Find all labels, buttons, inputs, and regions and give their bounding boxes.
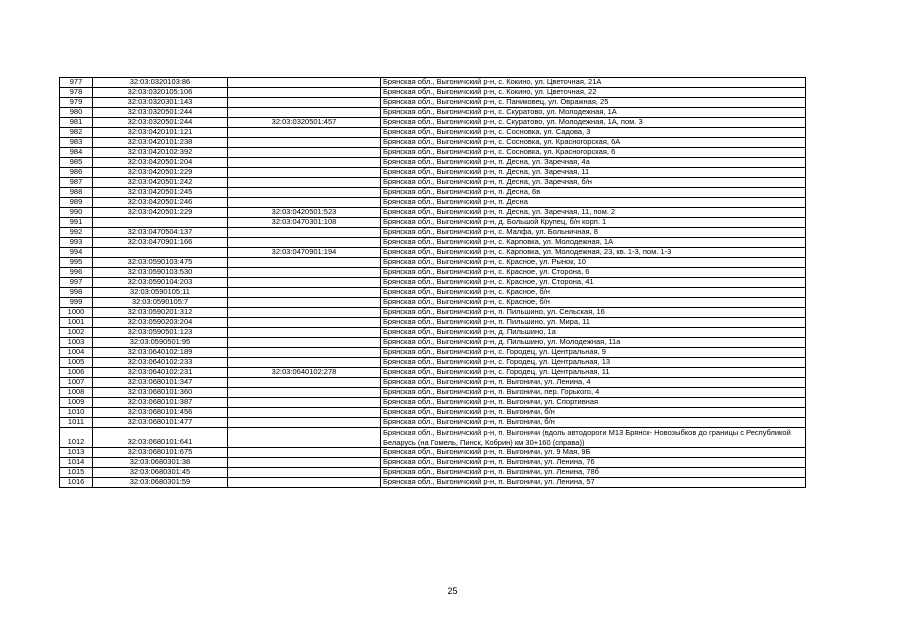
table-row [60, 168, 806, 178]
premises-cadastral-number-cell: 32:03:0640102:278 [228, 368, 381, 378]
cadastral-number-cell: 32:03:0640102:231 [93, 368, 228, 378]
cadastral-number-cell: 32:03:0680101:360 [93, 388, 228, 398]
row-number-cell: 979 [60, 98, 93, 108]
cadastral-number-cell: 32:03:0680301:59 [93, 478, 228, 488]
row-number-cell: 983 [60, 138, 93, 148]
row-number-cell: 1015 [60, 468, 93, 478]
row-number-cell: 1005 [60, 358, 93, 368]
table-row [60, 268, 806, 278]
row-number-cell: 978 [60, 88, 93, 98]
row-number-cell: 989 [60, 198, 93, 208]
premises-cadastral-number-cell [228, 98, 381, 108]
premises-cadastral-number-cell [228, 428, 381, 448]
cadastral-number-cell: 32:03:0590103:530 [93, 268, 228, 278]
cadastral-number-cell: 32:03:0320105:106 [93, 88, 228, 98]
address-cell: Брянская обл., Выгоничский р-н, с. Паниковец, ул. Овражная, 25 [381, 98, 806, 108]
premises-cadastral-number-cell [228, 378, 381, 388]
row-number-cell: 1007 [60, 378, 93, 388]
address-cell: Брянская обл., Выгоничский р-н, п. Выгоничи, ул. Спортивная [381, 398, 806, 408]
row-number-cell: 1003 [60, 338, 93, 348]
premises-cadastral-number-cell [228, 278, 381, 288]
premises-cadastral-number-cell [228, 478, 381, 488]
table-row [60, 328, 806, 338]
table-row [60, 298, 806, 308]
cadastral-number-cell: 32:03:0420501:246 [93, 198, 228, 208]
row-number-cell: 996 [60, 268, 93, 278]
row-number-cell: 998 [60, 288, 93, 298]
premises-cadastral-number-cell [228, 258, 381, 268]
address-cell: Брянская обл., Выгоничский р-н, п. Выгоничи, ул. Ленина, 76 [381, 458, 806, 468]
cadastral-number-cell: 32:03:0680101:347 [93, 378, 228, 388]
cadastral-number-cell: 32:03:0680301:45 [93, 468, 228, 478]
cadastral-number-cell: 32:03:0420501:242 [93, 178, 228, 188]
cadastral-number-cell: 32:03:0420501:229 [93, 208, 228, 218]
table-row [60, 198, 806, 208]
address-cell: Брянская обл., Выгоничский р-н, п. Выгоничи, ул. Ленина, 57 [381, 478, 806, 488]
address-cell: Брянская обл., Выгоничский р-н, с. Сосновка, ул. Красногорская, 6А [381, 138, 806, 148]
address-cell: Брянская обл., Выгоничский р-н, с. Скуратово, ул. Молодежная, 1А, пом. 3 [381, 118, 806, 128]
address-cell: Брянская обл., Выгоничский р-н, п. Десна [381, 198, 806, 208]
premises-cadastral-number-cell [228, 78, 381, 88]
cadastral-number-cell: 32:03:0590203:204 [93, 318, 228, 328]
premises-cadastral-number-cell [228, 458, 381, 468]
premises-cadastral-number-cell [228, 178, 381, 188]
table-row [60, 118, 806, 128]
premises-cadastral-number-cell: 32:03:0470901:194 [228, 248, 381, 258]
cadastral-number-cell [93, 218, 228, 228]
premises-cadastral-number-cell [228, 388, 381, 398]
cadastral-number-cell: 32:03:0420501:204 [93, 158, 228, 168]
table-row [60, 428, 806, 448]
table-row [60, 188, 806, 198]
row-number-cell: 992 [60, 228, 93, 238]
address-cell: Брянская обл., Выгоничский р-н, п. Десна, ул. Заречная, б/н [381, 178, 806, 188]
table-row [60, 288, 806, 298]
address-cell: Брянская обл., Выгоничский р-н, п. Пильшино, ул. Мира, 11 [381, 318, 806, 328]
table-row [60, 258, 806, 268]
address-cell: Брянская обл., Выгоничский р-н, с. Красное, ул. Сторона, 41 [381, 278, 806, 288]
premises-cadastral-number-cell [228, 238, 381, 248]
address-cell: Брянская обл., Выгоничский р-н, с. Карповка, ул. Молодежная, 1А [381, 238, 806, 248]
table-row [60, 358, 806, 368]
row-number-cell: 995 [60, 258, 93, 268]
address-cell: Брянская обл., Выгоничский р-н, с. Кокино, ул. Цветочная, 21А [381, 78, 806, 88]
premises-cadastral-number-cell: 32:03:0320501:457 [228, 118, 381, 128]
cadastral-number-cell: 32:03:0680101:456 [93, 408, 228, 418]
premises-cadastral-number-cell [228, 308, 381, 318]
premises-cadastral-number-cell [228, 468, 381, 478]
table-row [60, 448, 806, 458]
row-number-cell: 997 [60, 278, 93, 288]
cadastral-number-cell: 32:03:0680101:477 [93, 418, 228, 428]
address-cell: Брянская обл., Выгоничский р-н, п. Выгоничи, ул. 9 Мая, 9Б [381, 448, 806, 458]
table-row [60, 278, 806, 288]
premises-cadastral-number-cell [228, 88, 381, 98]
address-cell: Брянская обл., Выгоничский р-н, п. Десна, 6в [381, 188, 806, 198]
row-number-cell: 977 [60, 78, 93, 88]
cadastral-number-cell: 32:03:0590104:203 [93, 278, 228, 288]
row-number-cell: 999 [60, 298, 93, 308]
table-row [60, 318, 806, 328]
row-number-cell: 980 [60, 108, 93, 118]
table-row [60, 398, 806, 408]
premises-cadastral-number-cell [228, 198, 381, 208]
cadastral-number-cell: 32:03:0680101:675 [93, 448, 228, 458]
cadastral-number-cell: 32:03:0470504:137 [93, 228, 228, 238]
row-number-cell: 988 [60, 188, 93, 198]
table-row [60, 408, 806, 418]
cadastral-number-cell: 32:03:0680301:38 [93, 458, 228, 468]
cadastral-number-cell: 32:03:0420101:121 [93, 128, 228, 138]
address-cell: Брянская обл., Выгоничский р-н, п. Десна, ул. Заречная, 11 [381, 168, 806, 178]
address-cell: Брянская обл., Выгоничский р-н, с. Кокино, ул. Цветочная, 22 [381, 88, 806, 98]
premises-cadastral-number-cell [228, 348, 381, 358]
cadastral-number-cell: 32:03:0470901:166 [93, 238, 228, 248]
premises-cadastral-number-cell [228, 338, 381, 348]
row-number-cell: 1002 [60, 328, 93, 338]
cadastral-number-cell: 32:03:0680101:641 [93, 428, 228, 448]
cadastral-number-cell: 32:03:0420501:229 [93, 168, 228, 178]
premises-cadastral-number-cell [228, 298, 381, 308]
cadastral-number-cell: 32:03:0640102:189 [93, 348, 228, 358]
address-cell: Брянская обл., Выгоничский р-н, п. Выгоничи, б/н [381, 418, 806, 428]
cadastral-number-cell: 32:03:0590201:312 [93, 308, 228, 318]
row-number-cell: 1004 [60, 348, 93, 358]
row-number-cell: 1014 [60, 458, 93, 468]
row-number-cell: 982 [60, 128, 93, 138]
table-row [60, 138, 806, 148]
address-cell: Брянская обл., Выгоничский р-н, п. Пильшино, ул. Сельская, 16 [381, 308, 806, 318]
table-row [60, 88, 806, 98]
cadastral-number-cell: 32:03:0420501:245 [93, 188, 228, 198]
table-row [60, 468, 806, 478]
cadastral-number-cell: 32:03:0590105:11 [93, 288, 228, 298]
cadastral-number-cell [93, 248, 228, 258]
table-row [60, 208, 806, 218]
cadastral-number-cell: 32:03:0320103:86 [93, 78, 228, 88]
address-cell: Брянская обл., Выгоничский р-н, п. Выгоничи, б/н [381, 408, 806, 418]
table-row [60, 418, 806, 428]
address-cell: Брянская обл., Выгоничский р-н, п. Выгоничи, ул. Ленина, 78б [381, 468, 806, 478]
address-cell: Брянская обл., Выгоничский р-н, п. Десна, ул. Заречная, 11, пом. 2 [381, 208, 806, 218]
cadastral-number-cell: 32:03:0320501:244 [93, 108, 228, 118]
premises-cadastral-number-cell [228, 288, 381, 298]
address-cell: Брянская обл., Выгоничский р-н, с. Сосновка, ул. Садова, 3 [381, 128, 806, 138]
premises-cadastral-number-cell [228, 108, 381, 118]
premises-cadastral-number-cell [228, 148, 381, 158]
cadastral-number-cell: 32:03:0320301:143 [93, 98, 228, 108]
table-row [60, 378, 806, 388]
row-number-cell: 1000 [60, 308, 93, 318]
table-row [60, 98, 806, 108]
premises-cadastral-number-cell [228, 358, 381, 368]
premises-cadastral-number-cell [228, 138, 381, 148]
table-row [60, 248, 806, 258]
row-number-cell: 1011 [60, 418, 93, 428]
address-cell: Брянская обл., Выгоничский р-н, п. Выгоничи (вдоль автодороги М13 Брянск- Новозыбков до границы с Республикой Беларусь (на Гомель, Пинск, Кобрин) км 30+160 (справа)) [381, 428, 806, 448]
row-number-cell: 1001 [60, 318, 93, 328]
address-cell: Брянская обл., Выгоничский р-н, с. Малфа, ул. Больничная, 8 [381, 228, 806, 238]
table-row [60, 338, 806, 348]
row-number-cell: 981 [60, 118, 93, 128]
row-number-cell: 1013 [60, 448, 93, 458]
address-cell: Брянская обл., Выгоничский р-н, с. Сосновка, ул. Красногорская, 6 [381, 148, 806, 158]
table-row [60, 108, 806, 118]
address-cell: Брянская обл., Выгоничский р-н, с. Городец, ул. Центральная, 11 [381, 368, 806, 378]
address-cell: Брянская обл., Выгоничский р-н, с. Красное, б/н [381, 288, 806, 298]
address-cell: Брянская обл., Выгоничский р-н, п. Десна, ул. Заречная, 4а [381, 158, 806, 168]
address-cell: Брянская обл., Выгоничский р-н, д. Пильшино, 1а [381, 328, 806, 338]
cadastral-number-cell: 32:03:0590501:123 [93, 328, 228, 338]
table-row [60, 158, 806, 168]
table-row [60, 228, 806, 238]
address-cell: Брянская обл., Выгоничский р-н, п. Выгоничи, ул. Ленина, 4 [381, 378, 806, 388]
registry-body [60, 78, 806, 488]
address-cell: Брянская обл., Выгоничский р-н, с. Красное, ул. Сторона, 6 [381, 268, 806, 278]
cadastral-number-cell: 32:03:0420101:238 [93, 138, 228, 148]
row-number-cell: 1010 [60, 408, 93, 418]
premises-cadastral-number-cell [228, 448, 381, 458]
address-cell: Брянская обл., Выгоничский р-н, с. Карповка, ул. Молодежная, 23, кв. 1-3, пом. 1-3 [381, 248, 806, 258]
address-cell: Брянская обл., Выгоничский р-н, д. Большой Крупец, б/н корп. 1 [381, 218, 806, 228]
premises-cadastral-number-cell [228, 328, 381, 338]
row-number-cell: 991 [60, 218, 93, 228]
row-number-cell: 994 [60, 248, 93, 258]
row-number-cell: 987 [60, 178, 93, 188]
address-cell: Брянская обл., Выгоничский р-н, с. Красное, ул. Рынок, 10 [381, 258, 806, 268]
cadastral-number-cell: 32:03:0590105:7 [93, 298, 228, 308]
row-number-cell: 986 [60, 168, 93, 178]
table-row [60, 78, 806, 88]
premises-cadastral-number-cell: 32:03:0470301:108 [228, 218, 381, 228]
address-cell: Брянская обл., Выгоничский р-н, с. Городец, ул. Центральная, 9 [381, 348, 806, 358]
premises-cadastral-number-cell [228, 158, 381, 168]
row-number-cell: 1006 [60, 368, 93, 378]
table-row [60, 308, 806, 318]
address-cell: Брянская обл., Выгоничский р-н, с. Красное, б/н [381, 298, 806, 308]
premises-cadastral-number-cell [228, 168, 381, 178]
table-row [60, 148, 806, 158]
row-number-cell: 985 [60, 158, 93, 168]
premises-cadastral-number-cell [228, 398, 381, 408]
premises-cadastral-number-cell [228, 318, 381, 328]
address-cell: Брянская обл., Выгоничский р-н, с. Скуратово, ул. Молодежная, 1А [381, 108, 806, 118]
premises-cadastral-number-cell [228, 228, 381, 238]
address-cell: Брянская обл., Выгоничский р-н, п. Выгоничи, пер. Горького, 4 [381, 388, 806, 398]
premises-cadastral-number-cell [228, 418, 381, 428]
table-row [60, 348, 806, 358]
premises-cadastral-number-cell [228, 188, 381, 198]
cadastral-number-cell: 32:03:0420102:392 [93, 148, 228, 158]
table-row [60, 478, 806, 488]
cadastral-number-cell: 32:03:0640102:233 [93, 358, 228, 368]
row-number-cell: 1009 [60, 398, 93, 408]
address-cell: Брянская обл., Выгоничский р-н, д. Пильшино, ул. Молодежная, 11а [381, 338, 806, 348]
premises-cadastral-number-cell [228, 268, 381, 278]
cadastral-number-cell: 32:03:0590103:475 [93, 258, 228, 268]
cadastral-number-cell: 32:03:0320501:244 [93, 118, 228, 128]
table-row [60, 178, 806, 188]
table-row [60, 458, 806, 468]
row-number-cell: 984 [60, 148, 93, 158]
table-row [60, 128, 806, 138]
row-number-cell: 1012 [60, 428, 93, 448]
premises-cadastral-number-cell [228, 408, 381, 418]
table-row [60, 388, 806, 398]
table-row [60, 238, 806, 248]
row-number-cell: 990 [60, 208, 93, 218]
address-cell: Брянская обл., Выгоничский р-н, с. Городец, ул. Центральная, 13 [381, 358, 806, 368]
premises-cadastral-number-cell [228, 128, 381, 138]
cadastral-number-cell: 32:03:0680101:387 [93, 398, 228, 408]
row-number-cell: 1016 [60, 478, 93, 488]
table-row [60, 218, 806, 228]
row-number-cell: 993 [60, 238, 93, 248]
page-number: 25 [447, 586, 458, 596]
cadastral-number-cell: 32:03:0590501:95 [93, 338, 228, 348]
property-registry-table [59, 77, 806, 488]
row-number-cell: 1008 [60, 388, 93, 398]
table-row [60, 368, 806, 378]
premises-cadastral-number-cell: 32:03:0420501:523 [228, 208, 381, 218]
